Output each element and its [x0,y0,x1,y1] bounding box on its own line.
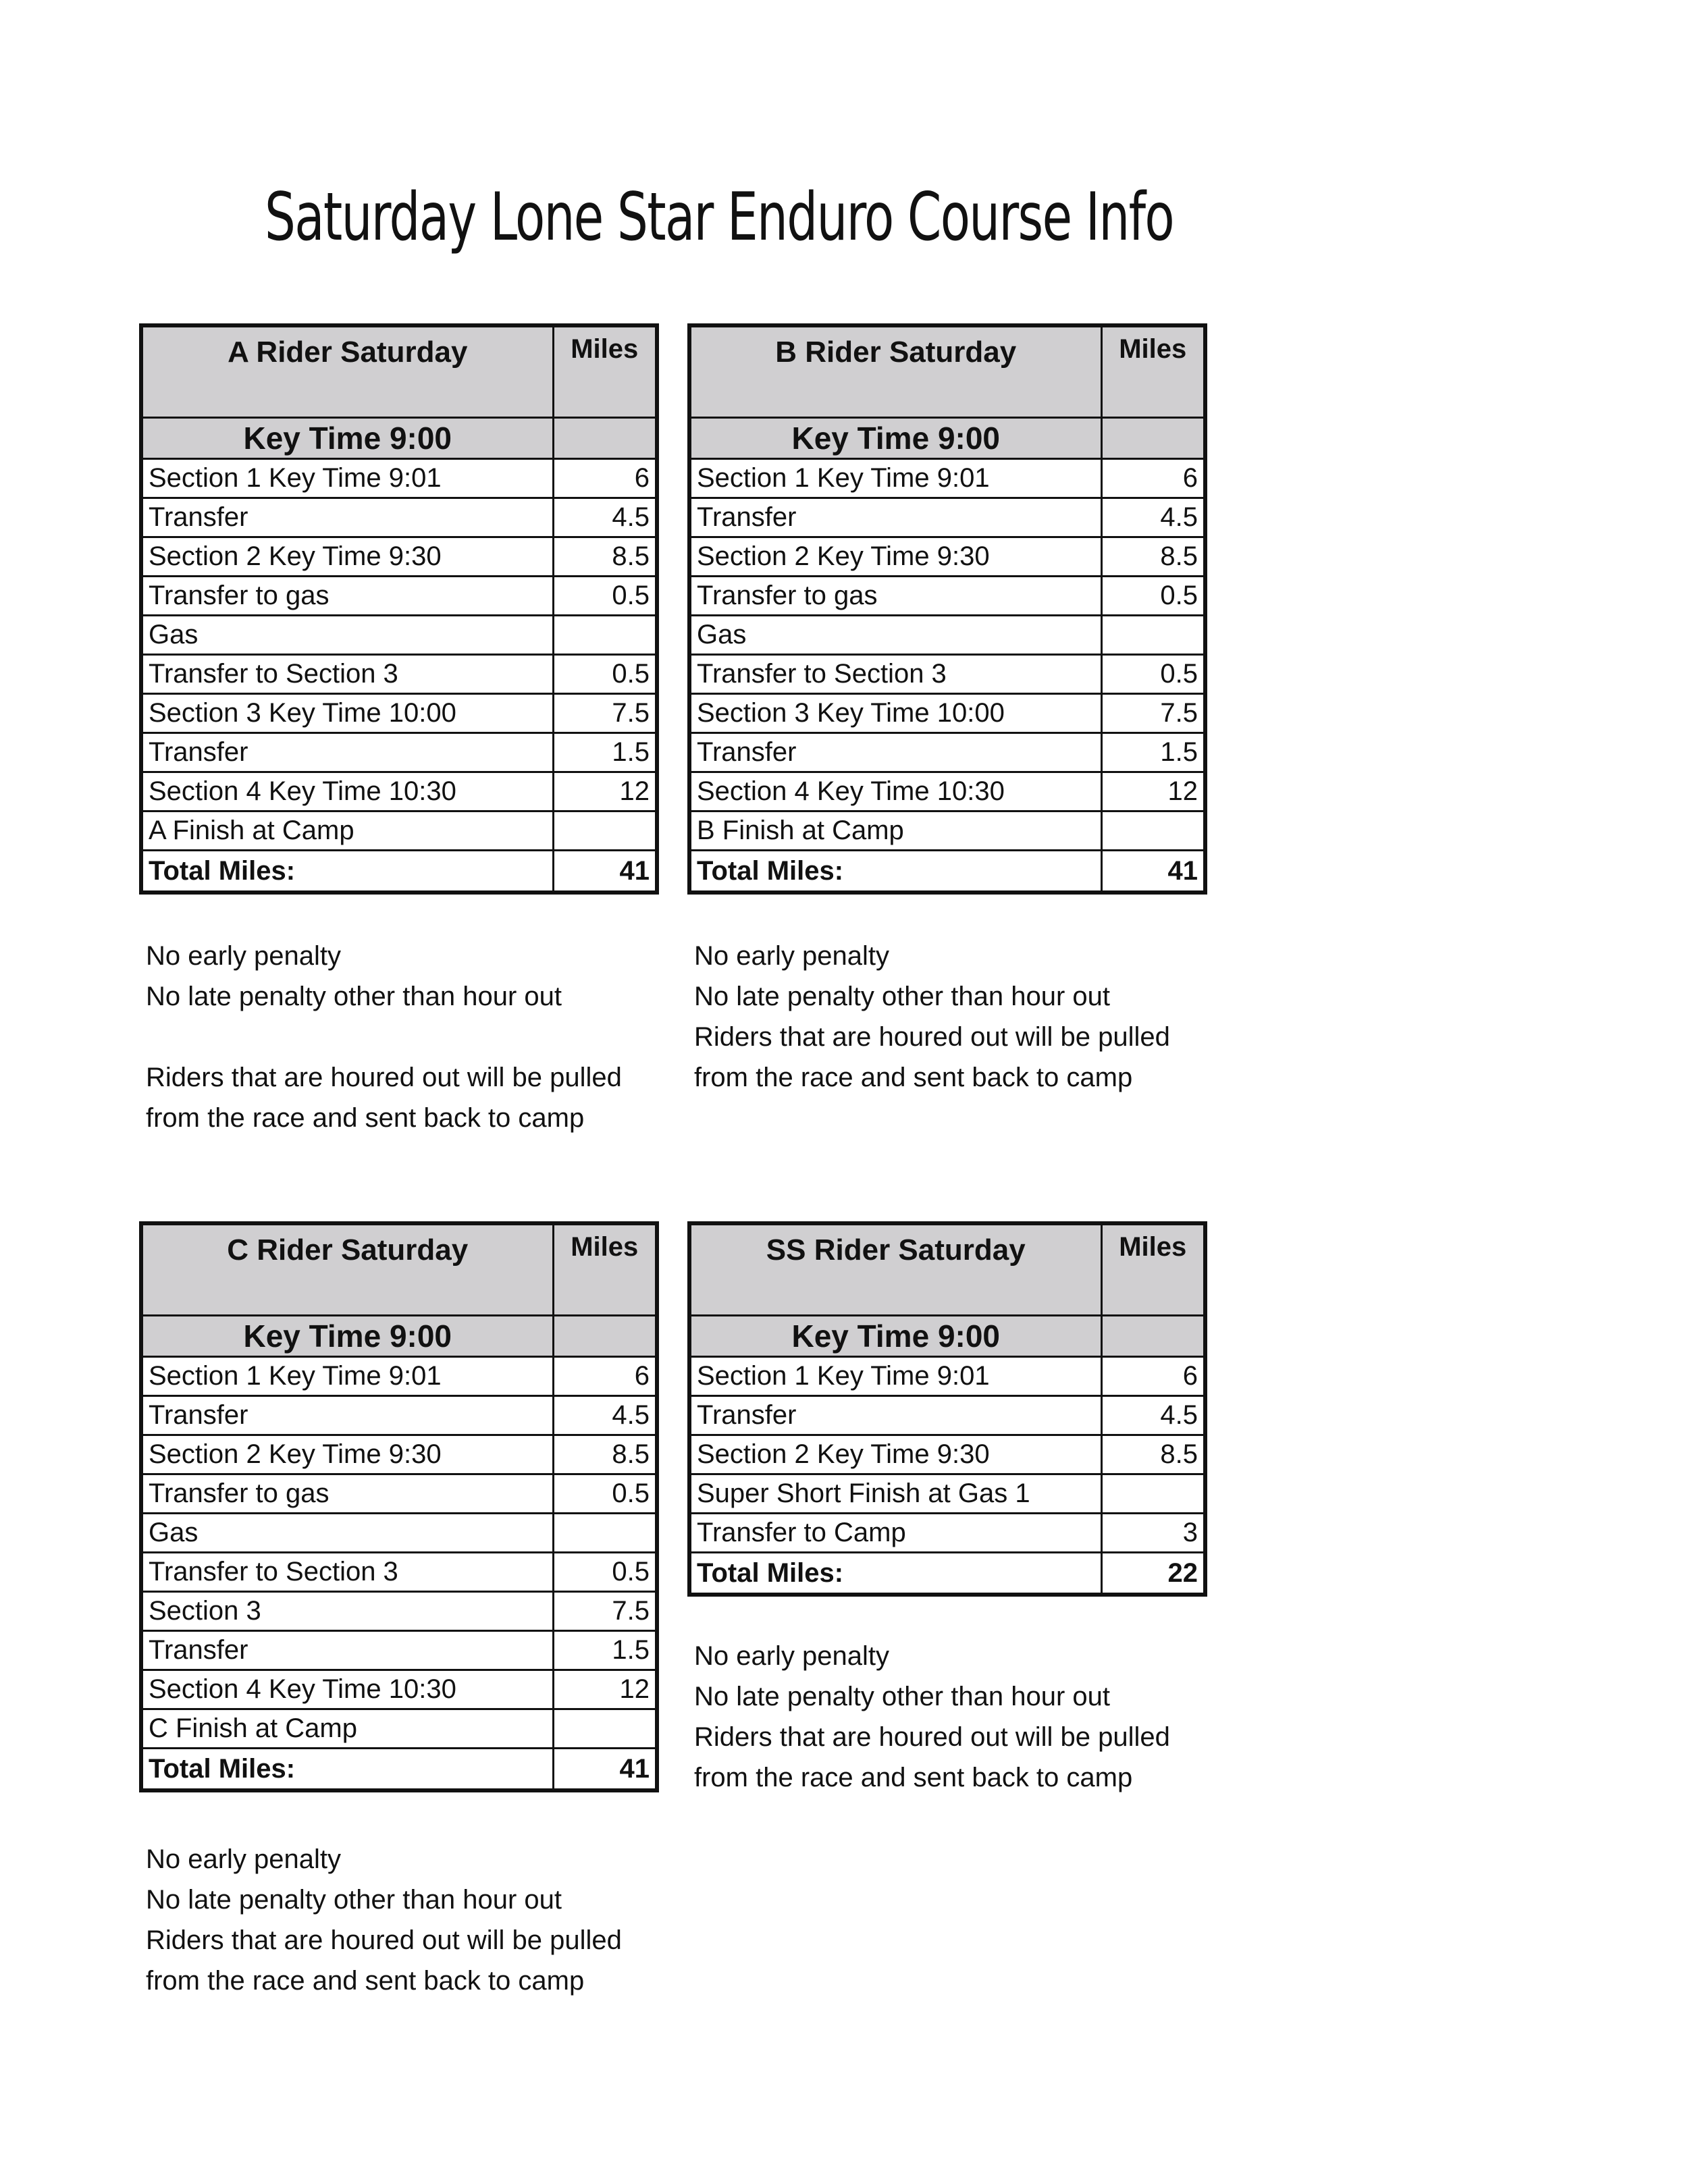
row-label: Transfer to gas [689,577,1101,616]
note-line: Riders that are houred out will be pulled [694,1022,1170,1052]
row-miles: 1.5 [553,1631,657,1670]
row-miles [553,811,657,851]
table-row [689,811,1205,851]
row-miles: 4.5 [553,1396,657,1435]
table-row [141,1631,657,1670]
note-line: No early penalty [694,941,890,971]
table-row [689,694,1205,733]
row-label: Section 1 Key Time 9:01 [141,1357,553,1396]
row-miles [553,1709,657,1749]
row-miles: 7.5 [553,694,657,733]
row-label: Transfer [141,733,553,772]
row-miles [553,1514,657,1553]
miles-header: Miles [1101,1223,1205,1316]
row-label: Section 1 Key Time 9:01 [141,459,553,498]
table-row [141,1357,657,1396]
row-miles: 0.5 [553,655,657,694]
row-label: Section 3 Key Time 10:00 [689,694,1101,733]
row-label: A Finish at Camp [141,811,553,851]
note-line: No early penalty [146,1844,342,1874]
c-rider-table [139,1221,659,1792]
table-row [141,577,657,616]
page-title: Saturday Lone Star Enduro Course Info [265,179,1173,256]
row-label: Section 2 Key Time 9:30 [141,537,553,577]
row-miles [553,616,657,655]
total-row [141,851,657,893]
table-row [141,537,657,577]
note-line: No late penalty other than hour out [146,982,562,1011]
table-title: A Rider Saturday [141,325,553,418]
table-row [141,1396,657,1435]
key-time: Key Time 9:00 [141,1316,553,1357]
row-miles: 4.5 [553,498,657,537]
row-miles: 6 [1101,459,1205,498]
row-label: Section 2 Key Time 9:30 [689,1435,1101,1474]
row-label: Transfer [689,1396,1101,1435]
row-miles: 1.5 [1101,733,1205,772]
miles-header: Miles [1101,325,1205,418]
total-miles: 22 [1101,1553,1205,1595]
table-title: SS Rider Saturday [689,1223,1101,1316]
note-line: No early penalty [146,941,342,971]
row-label: B Finish at Camp [689,811,1101,851]
table-row [689,498,1205,537]
row-miles: 4.5 [1101,498,1205,537]
table-row [689,772,1205,811]
row-miles [1101,811,1205,851]
total-label: Total Miles: [141,851,553,893]
table-row [141,498,657,537]
row-label: Section 2 Key Time 9:30 [689,537,1101,577]
row-label: Transfer [689,498,1101,537]
table-row [689,655,1205,694]
table-row [141,1514,657,1553]
row-label: Transfer [689,733,1101,772]
table-row [141,1592,657,1631]
ss-rider-table [687,1221,1207,1597]
table-row [141,1435,657,1474]
row-label: Section 1 Key Time 9:01 [689,459,1101,498]
note-line: Riders that are houred out will be pulled [694,1722,1170,1752]
row-miles: 12 [553,1670,657,1709]
table-row [141,811,657,851]
row-label: C Finish at Camp [141,1709,553,1749]
table-row [689,616,1205,655]
note-line: from the race and sent back to camp [146,1103,585,1133]
total-miles: 41 [1101,851,1205,893]
table-row [141,1709,657,1749]
row-label: Section 4 Key Time 10:30 [141,1670,553,1709]
table-row [689,1357,1205,1396]
table-row [689,1474,1205,1514]
note-line: from the race and sent back to camp [694,1763,1133,1792]
row-label: Section 3 [141,1592,553,1631]
table-row [141,772,657,811]
c-rider-notes [146,1839,622,2001]
note-line: Riders that are houred out will be pulled [146,1925,622,1955]
row-label: Transfer [141,1631,553,1670]
a-rider-table [139,323,659,895]
row-miles: 0.5 [1101,655,1205,694]
total-label: Total Miles: [141,1749,553,1791]
total-label: Total Miles: [689,1553,1101,1595]
key-time: Key Time 9:00 [689,1316,1101,1357]
table-row [689,1396,1205,1435]
table-row [141,459,657,498]
row-label: Transfer to Camp [689,1514,1101,1553]
total-label: Total Miles: [689,851,1101,893]
row-label: Transfer to gas [141,577,553,616]
row-miles: 0.5 [553,577,657,616]
ss-rider-notes [694,1636,1170,1798]
row-miles: 8.5 [553,537,657,577]
note-line: from the race and sent back to camp [694,1063,1133,1092]
table-row [689,459,1205,498]
table-row [689,537,1205,577]
total-row [689,1553,1205,1595]
row-label: Transfer [141,498,553,537]
row-label: Section 4 Key Time 10:30 [689,772,1101,811]
row-label: Gas [141,616,553,655]
row-miles: 8.5 [1101,537,1205,577]
row-miles: 7.5 [1101,694,1205,733]
note-line: No late penalty other than hour out [694,1682,1110,1711]
table-row [689,1514,1205,1553]
key-time: Key Time 9:00 [141,418,553,459]
row-label: Gas [141,1514,553,1553]
total-miles: 41 [553,851,657,893]
total-miles: 41 [553,1749,657,1791]
key-time: Key Time 9:00 [689,418,1101,459]
b-rider-table [687,323,1207,895]
row-label: Transfer to Section 3 [141,1553,553,1592]
row-miles: 8.5 [1101,1435,1205,1474]
table-row [689,733,1205,772]
table-row [141,1670,657,1709]
row-label: Transfer [141,1396,553,1435]
table-row [141,655,657,694]
row-label: Super Short Finish at Gas 1 [689,1474,1101,1514]
row-miles: 0.5 [553,1553,657,1592]
row-miles: 3 [1101,1514,1205,1553]
row-label: Section 2 Key Time 9:30 [141,1435,553,1474]
row-miles: 6 [1101,1357,1205,1396]
table-title: B Rider Saturday [689,325,1101,418]
total-row [689,851,1205,893]
row-miles: 1.5 [553,733,657,772]
row-miles: 6 [553,1357,657,1396]
b-rider-notes [694,936,1170,1098]
row-label: Gas [689,616,1101,655]
note-line [146,1017,622,1057]
miles-header: Miles [553,1223,657,1316]
table-row [141,1474,657,1514]
row-miles [1101,616,1205,655]
row-miles: 12 [553,772,657,811]
row-miles [1101,1474,1205,1514]
row-miles: 12 [1101,772,1205,811]
table-row [141,616,657,655]
row-label: Transfer to gas [141,1474,553,1514]
note-line: No late penalty other than hour out [694,982,1110,1011]
table-row [141,1553,657,1592]
row-miles: 0.5 [1101,577,1205,616]
note-line: Riders that are houred out will be pulled [146,1063,622,1092]
table-title: C Rider Saturday [141,1223,553,1316]
row-label: Section 3 Key Time 10:00 [141,694,553,733]
note-line: No early penalty [694,1641,890,1671]
table-row [141,733,657,772]
row-label: Section 1 Key Time 9:01 [689,1357,1101,1396]
row-miles: 8.5 [553,1435,657,1474]
table-row [141,694,657,733]
row-label: Transfer to Section 3 [141,655,553,694]
note-line: No late penalty other than hour out [146,1885,562,1915]
table-row [689,1435,1205,1474]
row-miles: 6 [553,459,657,498]
row-miles: 7.5 [553,1592,657,1631]
row-label: Section 4 Key Time 10:30 [141,772,553,811]
a-rider-notes [146,936,622,1138]
row-miles: 0.5 [553,1474,657,1514]
table-row [689,577,1205,616]
miles-header: Miles [553,325,657,418]
note-line: from the race and sent back to camp [146,1966,585,1996]
row-miles: 4.5 [1101,1396,1205,1435]
row-label: Transfer to Section 3 [689,655,1101,694]
total-row [141,1749,657,1791]
